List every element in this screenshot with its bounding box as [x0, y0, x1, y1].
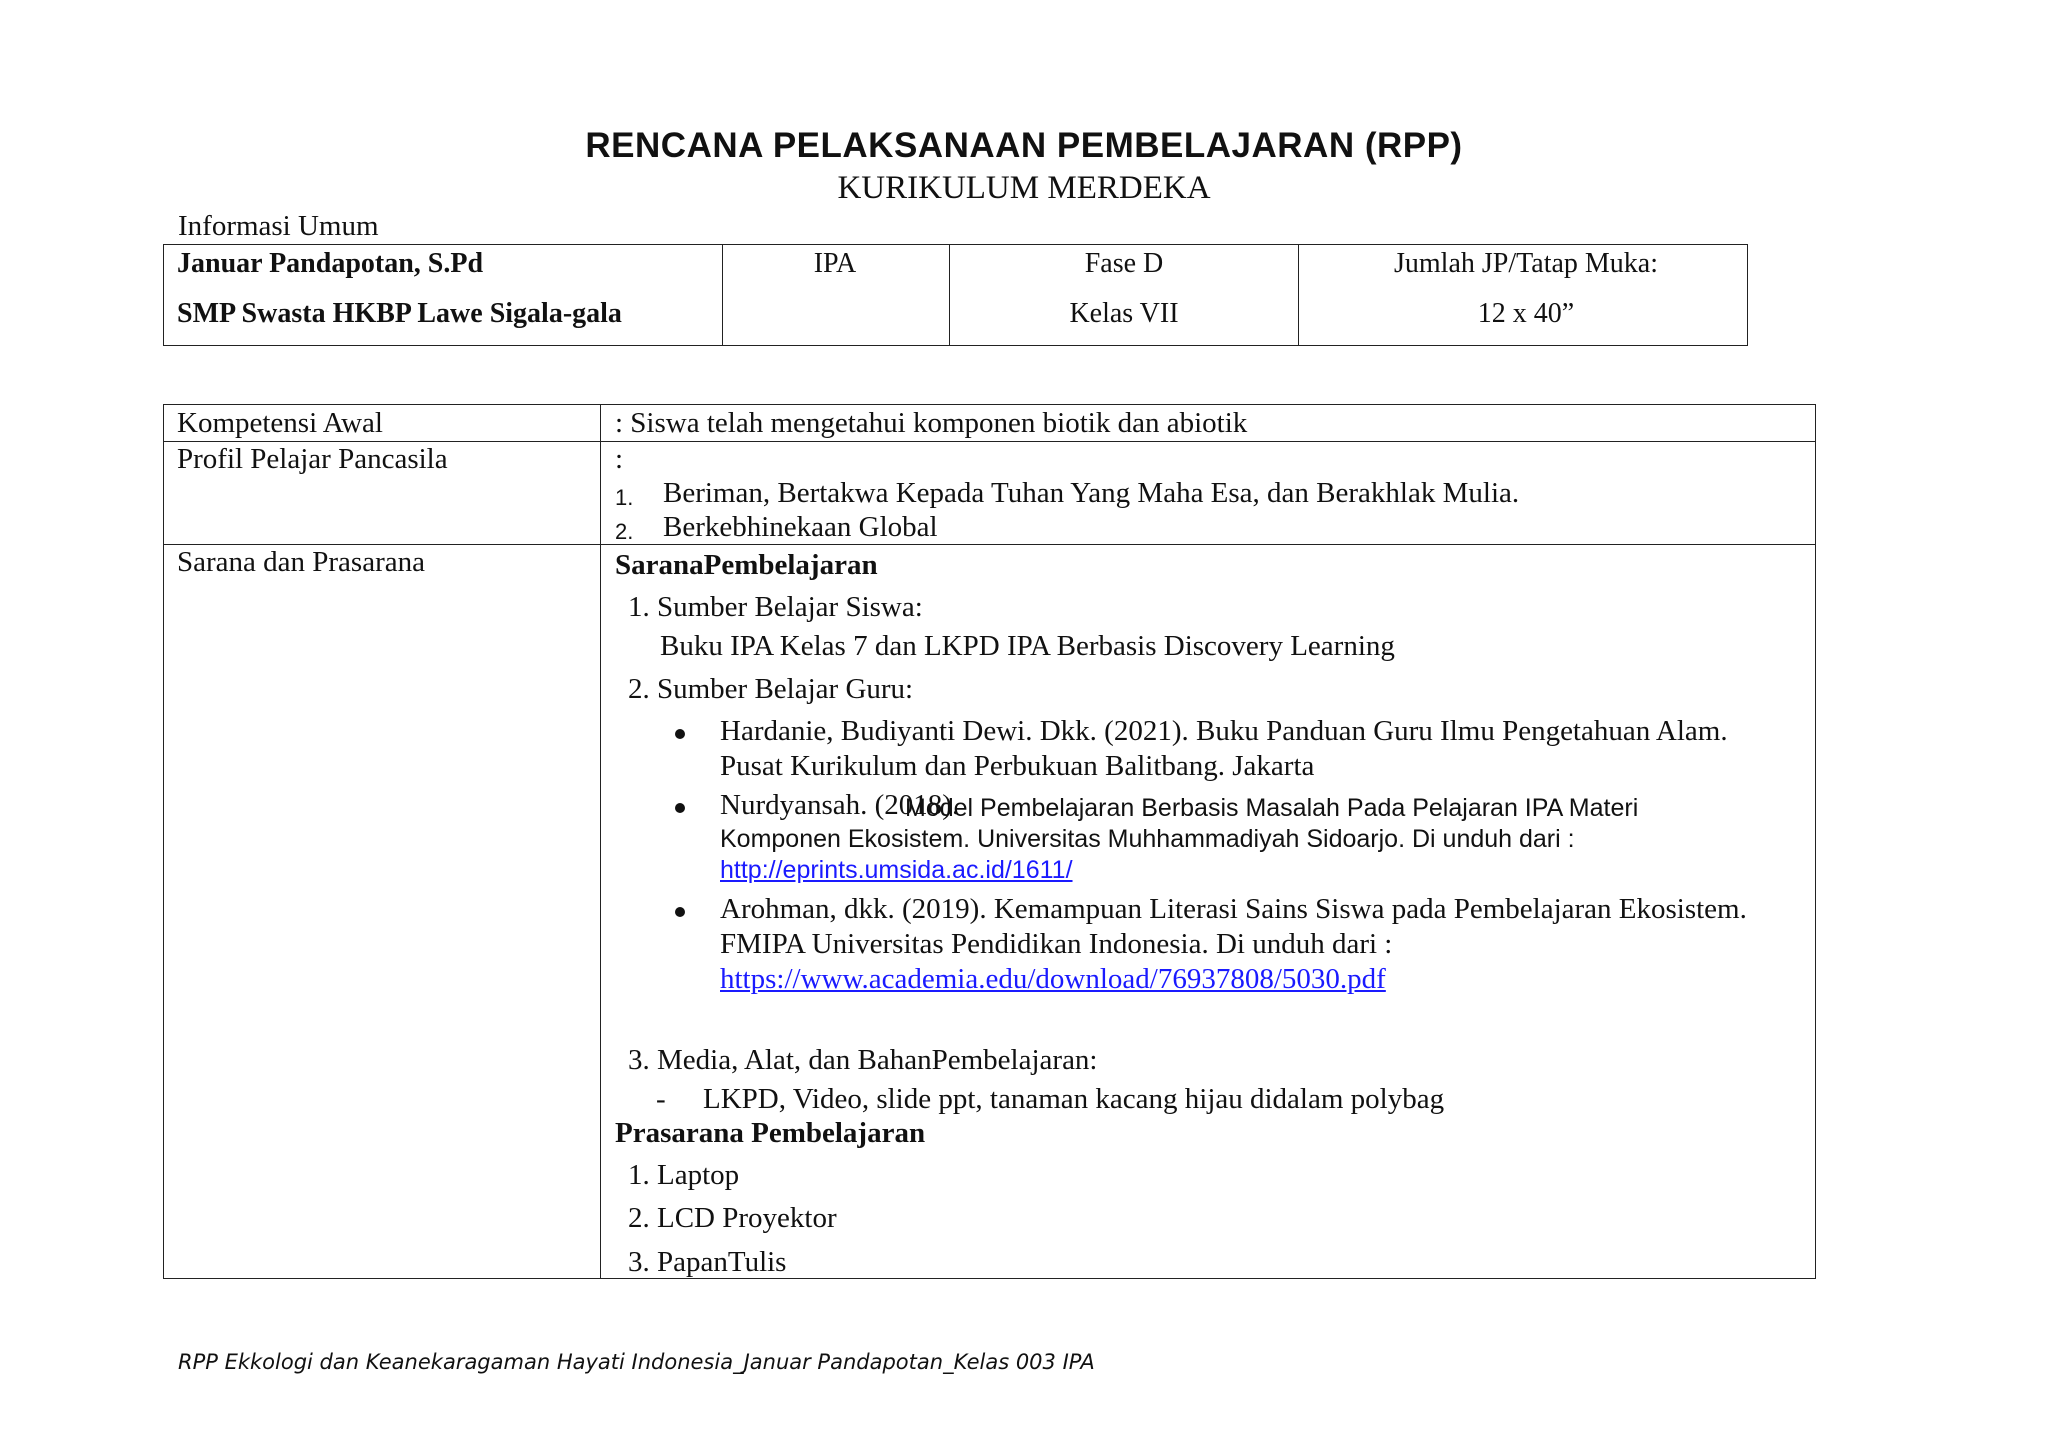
row-divider [164, 544, 1815, 545]
sarana-item-3: 3. Media, Alat, dan BahanPembelajaran: [628, 1044, 1098, 1076]
teacher-name: Januar Pandapotan, S.Pd [177, 248, 484, 279]
jp-label: Jumlah JP/Tatap Muka: [1393, 248, 1659, 279]
column-divider [600, 405, 601, 1278]
sarana-item-1-detail: Buku IPA Kelas 7 dan LKPD IPA Berbasis Discovery Learning [660, 630, 1395, 662]
profil-item-number: 2. [615, 519, 634, 544]
subject: IPA [813, 248, 857, 279]
reference-3-link[interactable]: https://www.academia.edu/download/76937808/5030.pdf [720, 963, 1386, 995]
page-title: RENCANA PELAKSANAAN PEMBELAJARAN (RPP) [585, 126, 1463, 165]
reference-2-line-2: Komponen Ekosistem. Universitas Muhhammadiyah Sidoarjo. Di unduh dari : [720, 825, 1575, 853]
reference-3-line-2: FMIPA Universitas Pendidikan Indonesia. Di unduh dari : [720, 928, 1393, 960]
prasarana-heading: Prasarana Pembelajaran [615, 1117, 926, 1149]
bullet-icon [675, 729, 685, 739]
reference-2-link[interactable]: http://eprints.umsida.ac.id/1611/ [720, 856, 1073, 884]
jp-value: 12 x 40” [1477, 298, 1575, 329]
profil-colon: : [615, 443, 624, 475]
reference-1-line-1: Hardanie, Budiyanti Dewi. Dkk. (2021). Buku Panduan Guru Ilmu Pengetahuan Alam. [720, 715, 1728, 747]
class-level: Kelas VII [1069, 298, 1179, 329]
bullet-icon [675, 907, 685, 917]
column-divider [722, 245, 723, 345]
sarana-item-2: 2. Sumber Belajar Guru: [628, 673, 914, 705]
kompetensi-label: Kompetensi Awal [177, 407, 383, 439]
sarana-item-1: 1. Sumber Belajar Siswa: [628, 591, 923, 623]
profil-label: Profil Pelajar Pancasila [177, 443, 448, 475]
bullet-icon [675, 803, 685, 813]
kompetensi-value: : Siswa telah mengetahui komponen biotik dan abiotik [615, 407, 1248, 439]
prasarana-item: 1. Laptop [628, 1159, 740, 1191]
profil-item: Berkebhinekaan Global [663, 511, 938, 543]
reference-1-line-2: Pusat Kurikulum dan Perbukuan Balitbang. Jakarta [720, 750, 1315, 782]
sarana-heading: SaranaPembelajaran [615, 549, 878, 581]
prasarana-item: 2. LCD Proyektor [628, 1202, 837, 1234]
page-footer: RPP Ekkologi dan Keanekaragaman Hayati Indonesia_Januar Pandapotan_Kelas 003 IPA [178, 1350, 1095, 1374]
profil-item-number: 1. [615, 485, 634, 510]
main-table [163, 404, 1816, 1279]
sarana-item-3-detail: LKPD, Video, slide ppt, tanaman kacang hijau didalam polybag [703, 1083, 1445, 1115]
dash-marker: - [656, 1083, 666, 1115]
profil-item: Beriman, Bertakwa Kepada Tuhan Yang Maha Esa, dan Berakhlak Mulia. [663, 477, 1520, 509]
phase: Fase D [1084, 248, 1164, 279]
sarana-label: Sarana dan Prasarana [177, 546, 425, 578]
reference-2-line-1: Model Pembelajaran Berbasis Masalah Pada Pelajaran IPA Materi [905, 794, 1639, 822]
row-divider [164, 441, 1815, 442]
page-subtitle: KURIKULUM MERDEKA [837, 170, 1211, 206]
info-table [163, 244, 1748, 346]
reference-3-line-1: Arohman, dkk. (2019). Kemampuan Literasi Sains Siswa pada Pembelajaran Ekosistem. [720, 893, 1747, 925]
school-name: SMP Swasta HKBP Lawe Sigala-gala [177, 298, 622, 329]
reference-2-author: Nurdyansah. (2018). [720, 789, 960, 821]
column-divider [1298, 245, 1299, 345]
column-divider [949, 245, 950, 345]
prasarana-item: 3. PapanTulis [628, 1246, 787, 1278]
section-label-informasi-umum: Informasi Umum [178, 210, 379, 242]
